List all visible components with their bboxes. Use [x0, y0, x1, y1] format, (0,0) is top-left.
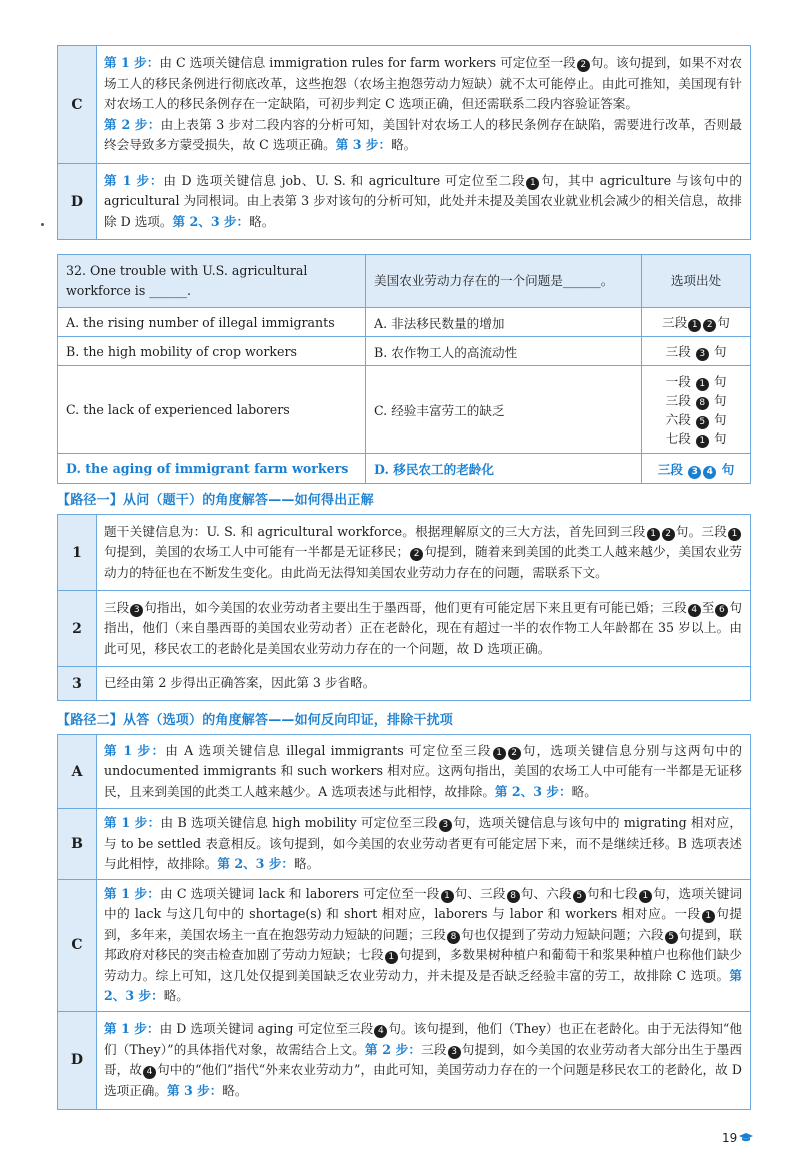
- analysis-text: 句指出，如今美国的农业劳动者主要出生于墨西哥，他们更有可能定居下来且更有可能已婚；三段: [144, 599, 687, 615]
- question-stem-en: 32. One trouble with U.S. agricultural workforce is ______.: [58, 255, 366, 308]
- step-label: 第 1 步：: [104, 1021, 160, 1036]
- step-label: 第 1 步：: [104, 55, 160, 71]
- question-option-row: [58, 337, 751, 366]
- option-label: D: [58, 1011, 97, 1109]
- source-line: [650, 372, 742, 391]
- margin-dot: [41, 223, 44, 226]
- sentence-number: 1: [647, 528, 660, 541]
- analysis-text: 句。三段: [675, 523, 727, 539]
- sentence-number: 6: [715, 604, 728, 617]
- analysis-text: 句中的“他们”指代“外来农业劳动力”，由此可知，美国劳动力存在的一个问题是移民农工的老龄化，故 D 选项正确。: [104, 1062, 743, 1098]
- option-row-d: [58, 164, 751, 240]
- graduation-cap-icon: [739, 1133, 753, 1146]
- sentence-number: 8: [696, 397, 709, 410]
- analysis-text: 略。: [391, 137, 417, 153]
- source-para: 七段: [665, 430, 691, 446]
- sentence-number: 1: [526, 177, 539, 190]
- option-cn: A. 非法移民数量的增加: [366, 308, 642, 337]
- sentence-number: 4: [374, 1025, 387, 1038]
- analysis-text: 由 A 选项关键信息 illegal immigrants 可定位至三段: [165, 742, 492, 758]
- sentence-number: 1: [696, 378, 709, 391]
- option-analysis-text: [97, 735, 751, 809]
- step-number: 3: [58, 667, 97, 701]
- source-para: 六段: [665, 411, 691, 427]
- analysis-text: 句指出，他们（来自墨西哥的美国农业劳动者）正在老龄化，现在有超过一半的农作物工人年龄都在 35 岁以上。由此可见，移民农工的老龄化是美国农业劳动力存在的一个问题，故 D 选项正确。: [104, 599, 743, 656]
- option-row-b: [58, 809, 751, 880]
- option-analysis-text: [97, 164, 751, 240]
- option-en: A. the rising number of illegal immigrants: [58, 308, 366, 337]
- analysis-text: 由 C 选项关键词 lack 和 laborers 可定位至一段: [160, 885, 440, 901]
- step-label: 第 2、3 步：: [494, 783, 572, 799]
- route-step-row: [58, 591, 751, 667]
- option-source: [642, 366, 751, 454]
- option-source: [642, 308, 751, 337]
- step-label: 第 2、3 步：: [172, 213, 250, 229]
- source-line: [650, 391, 742, 410]
- source-para: 三段: [665, 392, 691, 408]
- sentence-number: 5: [696, 416, 709, 429]
- step-label: 第 1 步：: [104, 885, 161, 901]
- step-number: 1: [58, 515, 97, 591]
- option-analysis-text: [97, 1011, 751, 1109]
- option-row-a: [58, 735, 751, 809]
- sentence-number: 4: [688, 604, 701, 617]
- analysis-text: 略。: [571, 783, 597, 799]
- option-row-c: [58, 879, 751, 1011]
- step-label: 第 1 步：: [104, 172, 164, 188]
- analysis-text: 由 D 选项关键信息 job、U. S. 和 agriculture 可定位至二段: [163, 172, 526, 188]
- analysis-text: 句提到，联邦政府对移民的突击检查加剧了劳动力短缺；七段: [104, 926, 743, 962]
- option-en: B. the high mobility of crop workers: [58, 337, 366, 366]
- sentence-number: 4: [703, 466, 716, 479]
- analysis-text: 句、三段: [454, 885, 506, 901]
- question-option-row: [58, 308, 751, 337]
- option-analysis-text: [97, 809, 751, 880]
- step-label: 第 2 步：: [364, 1041, 422, 1057]
- route-step-row: [58, 667, 751, 701]
- sentence-number: 8: [447, 931, 460, 944]
- sentence-number: 1: [696, 435, 709, 448]
- step-label: 第 3 步：: [335, 137, 392, 153]
- sentence-number: 1: [688, 319, 701, 332]
- analysis-text: 句。该句提到，如果不对农场工人的移民条例进行彻底改革，这些抱怨（农场主抱怨劳动力短缺）就不太可能停止。由此可推知，美国现有针对农场工人的移民条例存在一定缺陷，可初步判定 C 选项正确，但还需联系二段内容验证答案。: [104, 55, 742, 112]
- analysis-text: 由 B 选项关键信息 high mobility 可定位至三段: [160, 815, 438, 830]
- source-para: 三段: [665, 344, 691, 359]
- option-cn: D. 移民农工的老龄化: [366, 454, 642, 484]
- source-suffix: 句: [713, 411, 727, 427]
- analysis-text: 句，选项关键信息分别与这两句中的 undocumented immigrants 和 such workers 相对应。这两句指出，美国的农场工人中可能有一半都是无证移民，且来到美国的此类工人越来越少。A 选项表述与此相悖，故排除。: [104, 742, 742, 799]
- option-source: [642, 337, 751, 366]
- step-label: 第 3 步：: [166, 1082, 223, 1098]
- source-header: 选项出处: [642, 255, 751, 308]
- source-line: [650, 410, 742, 429]
- analysis-text: 至: [701, 599, 715, 615]
- route-two-table: [57, 734, 751, 1110]
- sentence-number: 2: [703, 319, 716, 332]
- option-label: A: [58, 735, 97, 809]
- option-row-c: [58, 46, 751, 164]
- analysis-text: 句、六段: [520, 885, 572, 901]
- analysis-text: 略。: [294, 856, 320, 871]
- source-suffix: 句: [713, 344, 727, 359]
- sentence-number: 3: [696, 348, 709, 361]
- option-label: C: [58, 46, 97, 164]
- step-label: 第 1 步：: [104, 815, 161, 830]
- analysis-text: 句，选项关键信息与该句中的 migrating 相对应，与 to be settled 表意相反。该句提到，如今美国的农业劳动者更有可能定居下来，而不是继续迁移。B 选项表述与此相悖，故排除。: [104, 815, 742, 871]
- option-label: D: [58, 164, 97, 240]
- analysis-text: 三段: [421, 1041, 447, 1057]
- sentence-number: 1: [493, 747, 506, 760]
- source-line: [650, 429, 742, 448]
- sentence-number: 1: [385, 951, 398, 964]
- option-analysis-text: [97, 46, 751, 164]
- option-label: C: [58, 879, 97, 1011]
- sentence-number: 3: [439, 819, 452, 832]
- analysis-text: 句，其中 agriculture 与该句中的 agricultural 为同根词。由上表第 3 步对该句的分析可知，此处并未提及美国农业就业机会减少的相关信息，故排除 D 选项。: [104, 172, 742, 229]
- sentence-number: 1: [639, 890, 652, 903]
- option-row-d: [58, 1011, 751, 1109]
- source-suffix: 句: [713, 373, 727, 389]
- analysis-text: 句，选项关键词中的 lack 与这几句中的 shortage(s) 和 short 相对应，laborers 与 labor 和 workers 相对应。一段: [104, 885, 743, 921]
- sentence-number: 3: [688, 466, 701, 479]
- sentence-number: 1: [702, 910, 715, 923]
- step-text: 已经由第 2 步得出正确答案，因此第 3 步省略。: [97, 667, 751, 701]
- sentence-number: 3: [130, 604, 143, 617]
- option-analysis-table-1: [57, 45, 751, 240]
- analysis-text: 句和七段: [586, 885, 638, 901]
- sentence-number: 3: [448, 1046, 461, 1059]
- analysis-text: 句提到，如今美国的农业劳动者大部分出生于墨西哥，故: [104, 1041, 743, 1077]
- step-text: [97, 515, 751, 591]
- option-cn: B. 农作物工人的高流动性: [366, 337, 642, 366]
- analysis-text: 句提到，多数果树种植户和葡萄干和浆果种植户也称他们缺少劳动力。综上可知，这几处仅提到美国缺乏农业劳动力，并未提及是否缺乏经验丰富的劳工，故排除 C 选项。: [104, 947, 743, 983]
- analysis-text: 句。该句提到，他们（They）也正在老龄化。由于无法得知“他们（They）”的具体指代对象，故需结合上文。: [104, 1021, 742, 1057]
- route-step-row: [58, 515, 751, 591]
- sentence-number: 4: [143, 1066, 156, 1079]
- analysis-text: 句提到，美国的农场工人中可能有一半都是无证移民；: [104, 544, 410, 560]
- analysis-text: 句提到，随着来到美国的此类工人越来越少，美国农业劳动力的特征也在不断发生变化。由此尚无法得知美国农业劳动力存在的问题，需联系下文。: [104, 544, 743, 580]
- question-option-row: [58, 366, 751, 454]
- option-en: D. the aging of immigrant farm workers: [58, 454, 366, 484]
- question-answer-row: [58, 454, 751, 484]
- analysis-text: 句提到，多年来，美国农场主一直在抱怨劳动力短缺的问题；三段: [104, 906, 743, 942]
- source-suffix: 句: [717, 315, 730, 330]
- analysis-text: 句也仅提到了劳动力短缺问题；六段: [460, 926, 664, 942]
- route-two-title: 【路径二】从答（选项）的角度解答——如何反向印证，排除干扰项: [57, 713, 454, 728]
- analysis-text: 略。: [163, 988, 189, 1003]
- step-label: 第 2 步：: [104, 116, 161, 132]
- analysis-text: 略。: [249, 213, 275, 229]
- sentence-number: 5: [573, 890, 586, 903]
- analysis-text: 由 C 选项关键信息 immigration rules for farm workers 可定位至一段: [159, 55, 576, 71]
- option-cn: C. 经验丰富劳工的缺乏: [366, 366, 642, 454]
- sentence-number: 8: [507, 890, 520, 903]
- analysis-text: 由上表第 3 步对二段内容的分析可知，美国针对农场工人的移民条例存在缺陷，需要进行改革，否则最终会导致多方蒙受损失，故 C 选项正确。: [104, 116, 742, 153]
- source-suffix: 句: [721, 461, 735, 477]
- option-en: C. the lack of experienced laborers: [58, 366, 366, 454]
- analysis-text: 由 D 选项关键词 aging 可定位至三段: [159, 1021, 374, 1036]
- option-source: [642, 454, 751, 484]
- source-suffix: 句: [713, 392, 727, 408]
- source-suffix: 句: [713, 430, 727, 446]
- step-label: 第 2、3 步：: [217, 856, 295, 871]
- option-analysis-text: [97, 879, 751, 1011]
- route-one-title: 【路径一】从问（题干）的角度解答——如何得出正解: [57, 493, 374, 508]
- page-number: 19: [722, 1131, 738, 1145]
- source-para: 一段: [665, 373, 691, 389]
- route-one-table: [57, 514, 751, 701]
- sentence-number: 5: [665, 931, 678, 944]
- analysis-text: 题干关键信息为：U. S. 和 agricultural workforce。根据理解原文的三大方法，首先回到三段: [104, 523, 646, 539]
- step-label: 第 1 步：: [104, 742, 166, 758]
- question-stem-cn: 美国农业劳动力存在的一个问题是______。: [366, 255, 642, 308]
- source-para: 三段: [662, 315, 688, 330]
- sentence-number: 2: [410, 548, 423, 561]
- analysis-text: 略。: [222, 1082, 248, 1098]
- step-number: 2: [58, 591, 97, 667]
- sentence-number: 1: [441, 890, 454, 903]
- source-para: 三段: [657, 461, 683, 477]
- question-header-row: [58, 255, 751, 308]
- step-label: 第 2、3 步：: [104, 967, 742, 1003]
- step-text: [97, 591, 751, 667]
- question-table: [57, 254, 751, 484]
- analysis-text: 三段: [104, 599, 130, 615]
- sentence-number: 1: [728, 528, 741, 541]
- sentence-number: 2: [662, 528, 675, 541]
- sentence-number: 2: [508, 747, 521, 760]
- sentence-number: 2: [577, 59, 590, 72]
- option-label: B: [58, 809, 97, 880]
